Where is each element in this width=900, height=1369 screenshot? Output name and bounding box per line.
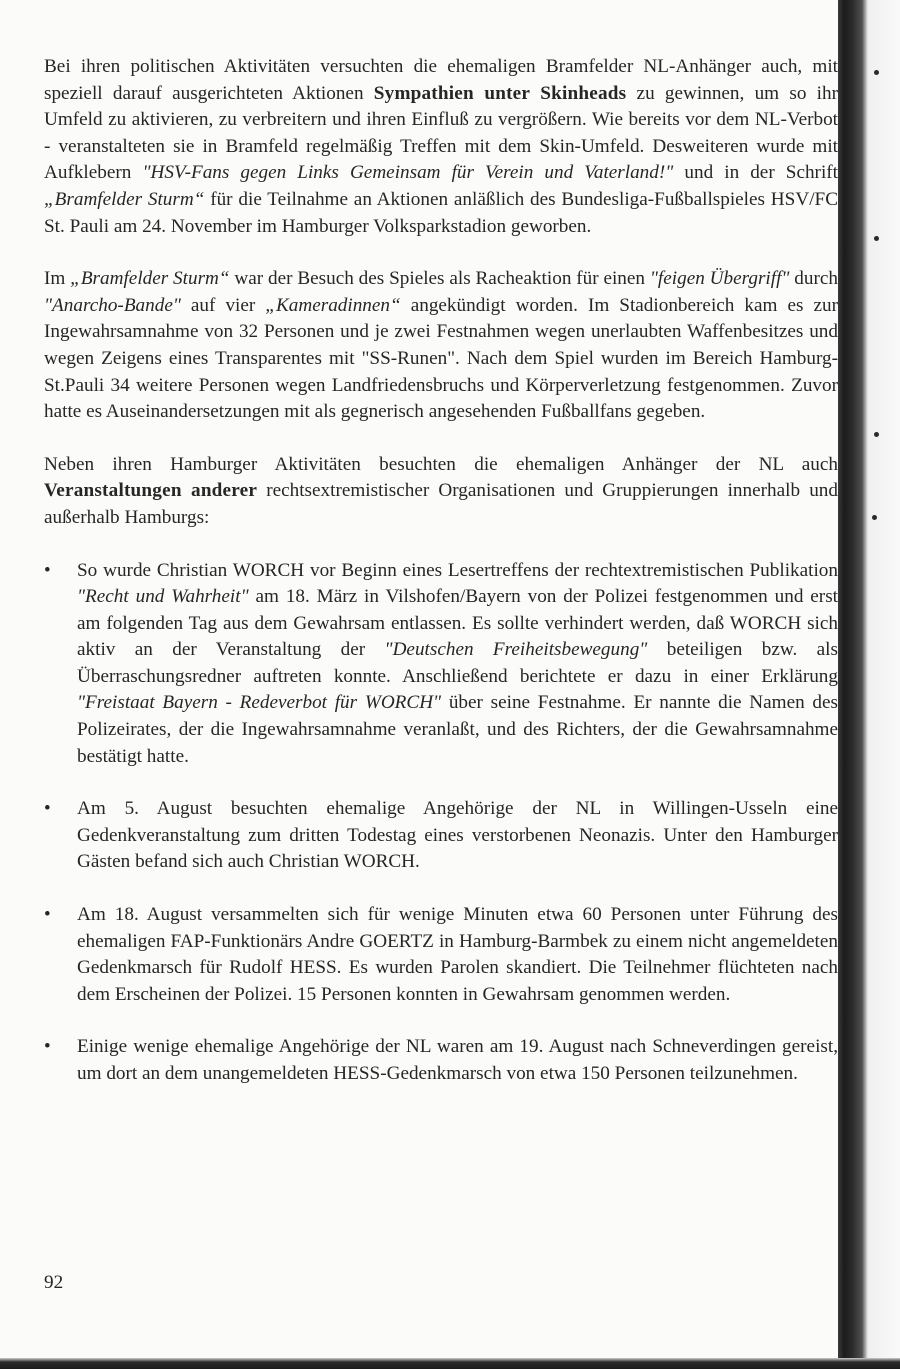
italic-quote: "Anarcho-Bande"	[44, 294, 181, 316]
italic-quote: „Kameradinnen“	[265, 294, 401, 316]
italic-quote: „Bramfelder Sturm“	[70, 268, 230, 290]
binding-mark	[874, 70, 879, 75]
list-item: • Am 5. August besuchten ehemalige Angehörige der NL in Willingen-Usseln eine Gedenkveranstaltung zum dritten Todestag eines verstorbenen Neonazis. Unter den Hamburger Gästen befand sich auch Christian WORCH.	[44, 796, 838, 876]
binding-mark	[874, 236, 879, 241]
paragraph-bramfelder-sturm: Im „Bramfelder Sturm“ war der Besuch des Spieles als Racheaktion für einen "feigen Übergriff" durch "Anarcho-Bande" auf vier „Kameradinnen“ angekündigt worden. Im Stadionbereich kam es zur Ingewahrsamnahme von 32 Personen und je zwei Festnahmen wegen unerlaubten Waffenbesitzes und wegen Zeigens eines Transparentes mit "SS-Runen". Nach dem Spiel wurden im Bereich Hamburg-St.Pauli 34 weitere Personen wegen Landfriedensbruchs und Körperverletzung festgenommen. Zuvor hatte es Auseinandersetzungen mit als gegnerisch angesehenden Fußballfans gegeben.	[44, 268, 838, 423]
list-item: • Am 18. August versammelten sich für wenige Minuten etwa 60 Personen unter Führung des ehemaligen FAP-Funktionärs Andre GOERTZ in Hamburg-Barmbek zu einem nicht angemeldeten Gedenkmarsch für Rudolf HESS. Es wurden Parolen skandiert. Die Teilnehmer flüchteten nach dem Erscheinen der Polizei. 15 Personen konnten in Gewahrsam genommen werden.	[44, 902, 838, 1008]
body-text	[44, 54, 838, 1114]
book-binding-shadow	[838, 0, 900, 1369]
italic-quote: "Deutschen Freiheitsbewegung"	[384, 639, 648, 661]
paragraph-skinheads: Bei ihren politischen Aktivitäten versuchten die ehemaligen Bramfelder NL-Anhänger auch, mit speziell darauf ausgerichteten Aktionen Sympathien unter Skinheads zu gewinnen, um so ihr Umfeld zu aktivieren, zu verbreitern und ihren Einfluß zu vergrößern. Wie bereits vor dem NL-Verbot - veranstalteten sie in Bramfeld regelmäßig Treffen mit dem Skin-Umfeld. Desweiteren wurde mit Aufklebern "HSV-Fans gegen Links Gemeinsam für Verein und Vaterland!" und in der Schrift „Bramfelder Sturm“ für die Teilnahme an Aktionen anläßlich des Bundesliga-Fußballspieles HSV/FC St. Pauli am 24. November im Hamburger Volksparkstadion geworben.	[44, 56, 839, 237]
list-item: • Einige wenige ehemalige Angehörige der NL waren am 19. August nach Schneverdingen gereist, um dort an dem unangemeldeten HESS-Gedenkmarsch von etwa 150 Personen teilzunehmen.	[44, 1034, 838, 1087]
binding-mark	[874, 432, 879, 437]
bold-phrase: Sympathien unter Skinheads	[373, 82, 627, 104]
event-list	[44, 558, 838, 1088]
italic-quote: "Freistaat Bayern - Redeverbot für WORCH"	[77, 692, 442, 714]
italic-quote: "feigen Übergriff"	[649, 268, 790, 290]
binding-mark	[872, 515, 877, 520]
page-number: 92	[44, 1272, 64, 1293]
paragraph-other-events: Neben ihren Hamburger Aktivitäten besuchten die ehemaligen Anhänger der NL auch Veranstaltungen anderer rechtsextremistischer Organisationen und Gruppierungen innerhalb und außerhalb Hamburgs:	[44, 453, 838, 528]
italic-quote: "HSV-Fans gegen Links Gemeinsam für Verein und Vaterland!"	[142, 162, 674, 184]
italic-quote: "Recht und Wahrheit"	[77, 586, 249, 608]
bold-phrase: Veranstaltungen anderer	[44, 480, 258, 502]
list-item: • So wurde Christian WORCH vor Beginn eines Lesertreffens der rechtextremistischen Publikation "Recht und Wahrheit" am 18. März in Vilshofen/Bayern von der Polizei festgenommen und erst am folgenden Tag aus dem Gewahrsam entlassen. Es sollte verhindert werden, daß WORCH sich aktiv an der Veranstaltung der "Deutschen Freiheitsbewegung" beteiligen bzw. als Überraschungsredner auftreten konnte. Anschließend berichtete er dazu in einer Erklärung "Freistaat Bayern - Redeverbot für WORCH" über seine Festnahme. Er nannte die Namen des Polizeirates, der die Ingewahrsamnahme veranlaßt, und des Richters, der die Gewahrsamnahme bestätigt hatte.	[44, 558, 838, 771]
page-bottom-edge	[0, 1358, 900, 1369]
italic-quote: „Bramfelder Sturm“	[44, 188, 205, 210]
